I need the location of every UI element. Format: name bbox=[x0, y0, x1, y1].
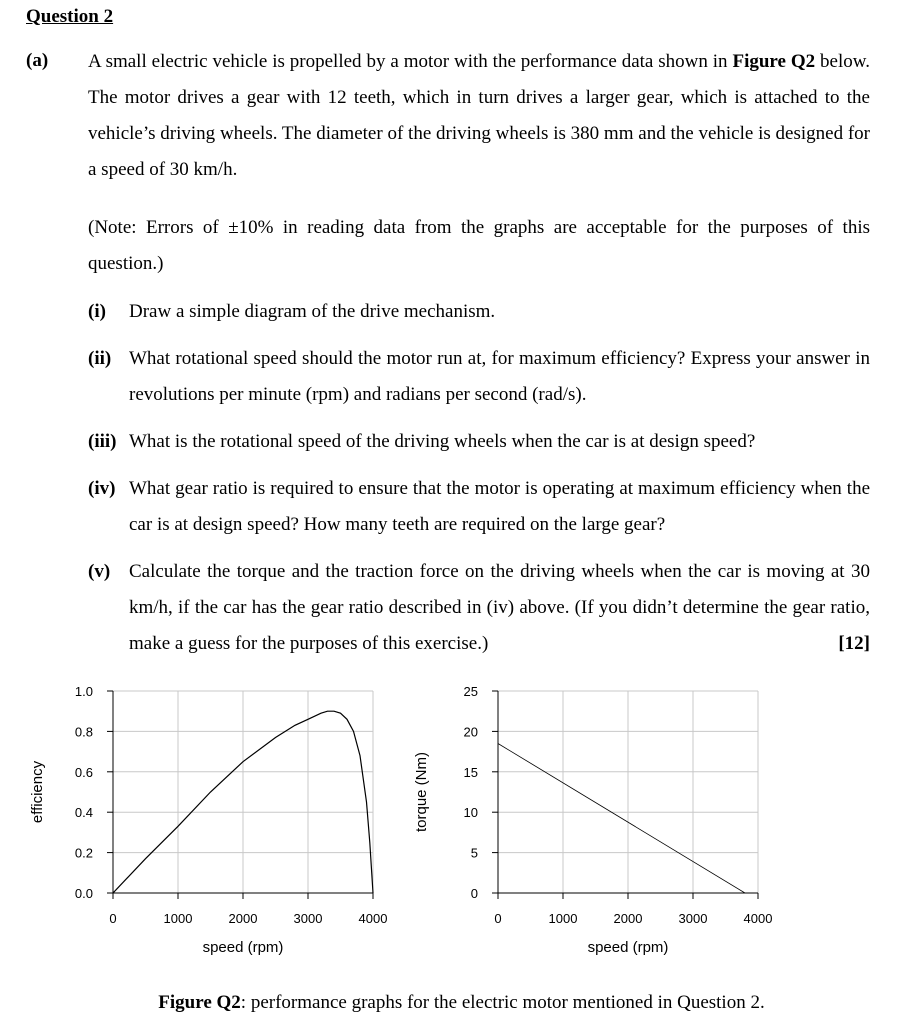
chart-2-x-tick-label: 2000 bbox=[613, 911, 643, 926]
chart-2-y-tick-label: 25 bbox=[463, 684, 478, 699]
chart-2-y-axis-label: torque (Nm) bbox=[413, 751, 430, 833]
chart-1-y-tick-label: 0.8 bbox=[74, 724, 93, 740]
note-paragraph bbox=[88, 210, 870, 282]
chart-1-y-tick-label: 0.4 bbox=[74, 805, 93, 821]
chart-1-x-axis-label: speed (rpm) bbox=[202, 939, 284, 956]
sub-question-label: (iii) bbox=[88, 431, 117, 452]
chart-1-x-tick-label: 2000 bbox=[228, 911, 258, 926]
chart-2-x-axis-label: speed (rpm) bbox=[587, 939, 669, 956]
chart-1-x-tick-label: 1000 bbox=[163, 911, 193, 926]
chart-1-x-tick-label: 0 bbox=[109, 911, 117, 926]
intro-figure-ref: Figure Q2 bbox=[732, 51, 816, 72]
caption-text: : performance graphs for the electric motor mentioned in Question 2. bbox=[240, 992, 765, 1013]
chart-1-x-tick-label: 3000 bbox=[293, 911, 323, 926]
sub-question-label: (i) bbox=[88, 301, 106, 322]
chart-2-y-tick-label: 10 bbox=[463, 805, 478, 821]
sub-question-i bbox=[88, 294, 870, 330]
sub-question-iii bbox=[88, 424, 870, 460]
chart-2-x-tick-label: 0 bbox=[494, 911, 502, 926]
sub-questions bbox=[88, 294, 870, 673]
chart-2-x-tick-label: 4000 bbox=[743, 911, 773, 926]
chart-1-x-tick-label: 4000 bbox=[358, 911, 388, 926]
sub-question-v bbox=[88, 554, 870, 662]
marks-badge: [12] bbox=[838, 633, 870, 654]
sub-question-text: What gear ratio is required to ensure that the motor is operating at maximum efficiency when the car is at design speed? How many teeth are required on the large gear? bbox=[129, 478, 870, 535]
sub-question-ii bbox=[88, 341, 870, 413]
sub-question-label: (ii) bbox=[88, 348, 112, 369]
chart-2-y-tick-label: 5 bbox=[470, 845, 478, 861]
chart-2-y-tick-label: 20 bbox=[463, 724, 478, 740]
chart-1-y-tick-label: 1.0 bbox=[74, 684, 93, 699]
sub-question-label: (iv) bbox=[88, 478, 116, 499]
chart-1-y-tick-label: 0.2 bbox=[74, 845, 93, 861]
intro-paragraph bbox=[88, 44, 870, 188]
chart-2-y-tick-label: 15 bbox=[463, 764, 478, 780]
chart-2-y-tick-label: 0 bbox=[470, 886, 478, 901]
chart-1-y-axis-label: efficiency bbox=[29, 760, 46, 824]
note-text: (Note: Errors of ±10% in reading data from the graphs are acceptable for the purposes of this question.) bbox=[88, 217, 870, 274]
charts-svg bbox=[0, 675, 923, 975]
sub-question-text: Calculate the torque and the traction force on the driving wheels when the car is moving at 30 km/h, if the car has the gear ratio described in (iv) above. (If you didn’t determine the gear ratio, make a guess for the purposes of this exercise.) bbox=[129, 561, 870, 654]
part-label: (a) bbox=[26, 50, 49, 71]
chart-2-x-tick-label: 3000 bbox=[678, 911, 708, 926]
caption-bold: Figure Q2 bbox=[158, 992, 241, 1013]
chart-1-y-tick-label: 0.6 bbox=[74, 764, 93, 780]
figure-charts bbox=[0, 675, 923, 975]
sub-question-iv bbox=[88, 471, 870, 543]
sub-question-text: Draw a simple diagram of the drive mechanism. bbox=[129, 301, 496, 322]
chart-2-x-tick-label: 1000 bbox=[548, 911, 578, 926]
intro-text-1: A small electric vehicle is propelled by a motor with the performance data shown in bbox=[88, 51, 733, 72]
chart-1-y-tick-label: 0.0 bbox=[74, 886, 93, 901]
figure-caption bbox=[0, 992, 923, 1014]
sub-question-text: What is the rotational speed of the driving wheels when the car is at design speed? bbox=[129, 431, 756, 452]
intro-text-2: below. The motor drives a gear with 12 teeth, which in turn drives a larger gear, which is attached to the vehicle’s driving wheels. The diameter of the driving wheels is 380 mm and the vehicle is designed for a speed of 30 km/h. bbox=[88, 51, 870, 180]
chart-2-series-line bbox=[498, 744, 745, 894]
sub-question-text: What rotational speed should the motor run at, for maximum efficiency? Express your answer in revolutions per minute (rpm) and radians per second (rad/s). bbox=[129, 348, 870, 405]
sub-question-label: (v) bbox=[88, 561, 111, 582]
question-title: Question 2 bbox=[26, 6, 114, 27]
